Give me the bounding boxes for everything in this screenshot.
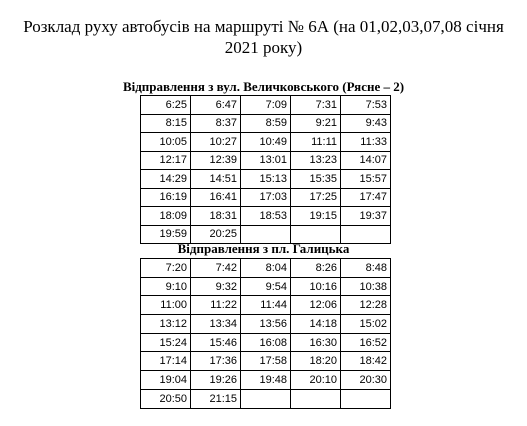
departure-time-cell: 8:59 bbox=[241, 114, 291, 133]
departure-time-cell: 6:25 bbox=[141, 96, 191, 115]
departure-time-cell: 13:12 bbox=[141, 315, 191, 334]
departure-time-cell: 10:05 bbox=[141, 133, 191, 152]
title-line-1: Розклад руху автобусів на маршруті № 6А (на 01,02,03,07,08 січня bbox=[23, 17, 504, 36]
departure-time-cell: 19:37 bbox=[341, 207, 391, 226]
departure-time-cell: 11:22 bbox=[191, 296, 241, 315]
table-row bbox=[141, 389, 391, 408]
departure-time-cell: 11:00 bbox=[141, 296, 191, 315]
departure-time-cell: 15:46 bbox=[191, 333, 241, 352]
table-row bbox=[141, 114, 391, 133]
departure-time-cell: 21:15 bbox=[191, 389, 241, 408]
departure-time-cell: 13:34 bbox=[191, 315, 241, 334]
departure-time-cell: 15:24 bbox=[141, 333, 191, 352]
departure-time-cell: 7:53 bbox=[341, 96, 391, 115]
departure-time-cell: 20:50 bbox=[141, 389, 191, 408]
departure-time-cell: 7:31 bbox=[291, 96, 341, 115]
departure-time-cell bbox=[341, 389, 391, 408]
departure-time-cell: 17:03 bbox=[241, 188, 291, 207]
departure-time-cell: 16:08 bbox=[241, 333, 291, 352]
section-heading-halytska: Відправлення з пл. Галицька bbox=[177, 241, 350, 256]
departure-time-cell: 7:20 bbox=[141, 259, 191, 278]
departure-time-cell: 9:43 bbox=[341, 114, 391, 133]
table-row bbox=[141, 259, 391, 278]
departure-time-cell: 8:37 bbox=[191, 114, 241, 133]
table-row bbox=[141, 151, 391, 170]
document-title bbox=[0, 16, 527, 58]
table-row bbox=[141, 277, 391, 296]
departure-time-cell: 16:41 bbox=[191, 188, 241, 207]
departure-time-cell: 17:25 bbox=[291, 188, 341, 207]
section-heading-velychkovskoho: Відправлення з вул. Величковського (Рясне – 2) bbox=[122, 79, 405, 94]
departure-time-cell: 8:04 bbox=[241, 259, 291, 278]
table-row bbox=[141, 352, 391, 371]
departure-time-cell: 10:49 bbox=[241, 133, 291, 152]
table-row bbox=[141, 296, 391, 315]
departure-time-cell: 8:26 bbox=[291, 259, 341, 278]
departure-time-cell: 13:56 bbox=[241, 315, 291, 334]
departure-time-cell: 19:26 bbox=[191, 371, 241, 390]
departure-time-cell: 6:47 bbox=[191, 96, 241, 115]
departure-time-cell: 7:42 bbox=[191, 259, 241, 278]
departure-time-cell: 9:21 bbox=[291, 114, 341, 133]
departure-time-cell: 15:35 bbox=[291, 170, 341, 189]
departure-time-cell: 12:17 bbox=[141, 151, 191, 170]
departure-time-cell: 18:53 bbox=[241, 207, 291, 226]
departure-time-cell: 16:52 bbox=[341, 333, 391, 352]
departure-time-cell: 9:32 bbox=[191, 277, 241, 296]
title-line-2: 2021 року) bbox=[224, 38, 303, 57]
timetable-velychkovskoho bbox=[140, 95, 391, 244]
departure-time-cell: 12:39 bbox=[191, 151, 241, 170]
departure-time-cell: 11:33 bbox=[341, 133, 391, 152]
departure-time-cell: 15:13 bbox=[241, 170, 291, 189]
departure-time-cell: 11:44 bbox=[241, 296, 291, 315]
departure-time-cell: 17:14 bbox=[141, 352, 191, 371]
departure-time-cell: 14:29 bbox=[141, 170, 191, 189]
departure-time-cell: 18:20 bbox=[291, 352, 341, 371]
table-row bbox=[141, 133, 391, 152]
departure-time-cell: 11:11 bbox=[291, 133, 341, 152]
timetable-halytska bbox=[140, 258, 391, 409]
departure-time-cell: 15:57 bbox=[341, 170, 391, 189]
table-row bbox=[141, 170, 391, 189]
departure-time-cell: 19:59 bbox=[141, 225, 191, 244]
table-row bbox=[141, 371, 391, 390]
departure-time-cell: 12:06 bbox=[291, 296, 341, 315]
departure-time-cell: 13:23 bbox=[291, 151, 341, 170]
departure-time-cell: 14:18 bbox=[291, 315, 341, 334]
departure-time-cell bbox=[241, 389, 291, 408]
departure-time-cell: 18:09 bbox=[141, 207, 191, 226]
table-row bbox=[141, 188, 391, 207]
departure-time-cell bbox=[291, 389, 341, 408]
departure-time-cell: 17:58 bbox=[241, 352, 291, 371]
departure-time-cell: 14:51 bbox=[191, 170, 241, 189]
departure-time-cell: 17:47 bbox=[341, 188, 391, 207]
departure-time-cell: 18:42 bbox=[341, 352, 391, 371]
table-row bbox=[141, 333, 391, 352]
table-row bbox=[141, 207, 391, 226]
departure-time-cell: 19:04 bbox=[141, 371, 191, 390]
departure-time-cell: 10:27 bbox=[191, 133, 241, 152]
departure-time-cell: 20:10 bbox=[291, 371, 341, 390]
departure-time-cell: 15:02 bbox=[341, 315, 391, 334]
departure-time-cell: 10:38 bbox=[341, 277, 391, 296]
departure-time-cell: 19:15 bbox=[291, 207, 341, 226]
departure-time-cell: 17:36 bbox=[191, 352, 241, 371]
departure-time-cell: 7:09 bbox=[241, 96, 291, 115]
departure-time-cell: 19:48 bbox=[241, 371, 291, 390]
table-row bbox=[141, 96, 391, 115]
departure-time-cell: 16:30 bbox=[291, 333, 341, 352]
departure-time-cell: 18:31 bbox=[191, 207, 241, 226]
departure-time-cell: 20:30 bbox=[341, 371, 391, 390]
departure-time-cell: 8:48 bbox=[341, 259, 391, 278]
departure-time-cell: 9:10 bbox=[141, 277, 191, 296]
departure-time-cell: 14:07 bbox=[341, 151, 391, 170]
table-row bbox=[141, 315, 391, 334]
departure-time-cell: 12:28 bbox=[341, 296, 391, 315]
departure-time-cell: 10:16 bbox=[291, 277, 341, 296]
departure-time-cell: 16:19 bbox=[141, 188, 191, 207]
departure-time-cell: 20:25 bbox=[191, 225, 241, 244]
departure-time-cell: 9:54 bbox=[241, 277, 291, 296]
departure-time-cell: 13:01 bbox=[241, 151, 291, 170]
departure-time-cell: 8:15 bbox=[141, 114, 191, 133]
